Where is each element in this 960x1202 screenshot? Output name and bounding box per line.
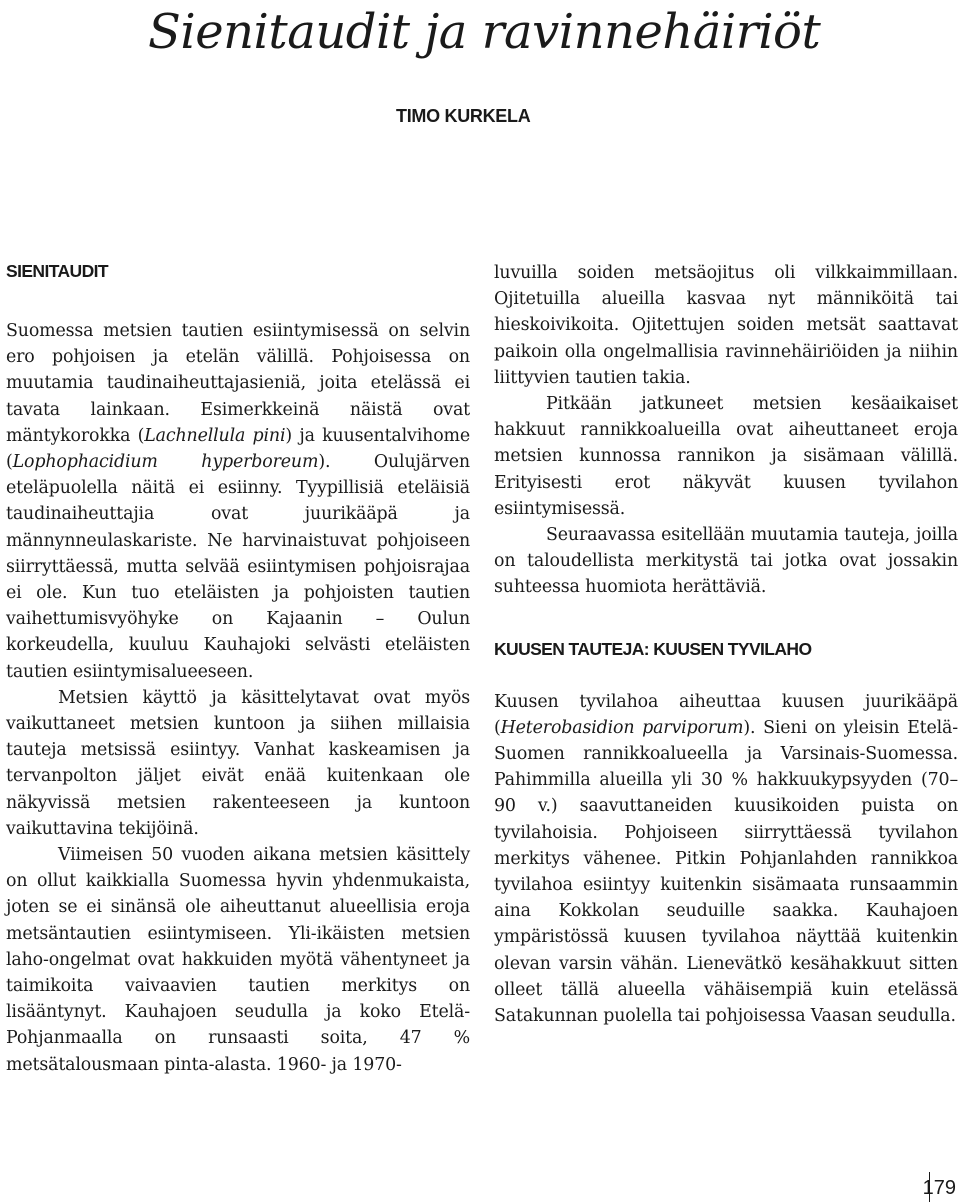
paragraph: Pitkään jatkuneet metsien kesäaikaiset hakkuut rannikkoalueilla ovat aiheuttaneet eroja metsien kunnossa rannikon ja sisämaan välillä. Erityisesti erot näkyvät kuusen tyvilahon esiintymisessä.	[494, 394, 958, 519]
paragraph	[6, 318, 470, 685]
author-name: TIMO KURKELA	[396, 106, 531, 126]
species-name: Heterobasidion parviporum	[500, 717, 744, 738]
article-title: Sienitaudit ja ravinnehäiriöt	[148, 4, 821, 60]
paragraph-text: ). Sieni on yleisin Etelä-Suomen rannikkoalueella ja Varsinais-Suomessa. Pahimmilla alueilla yli 30 % hakkuukypsyyden (70–90 v.) saavuttaneiden kuusikoiden puista on tyvilahoisia. Pohjoiseen siirryttäessä tyvilahon merkitys vähenee. Pitkin Pohjanlahden rannikkoa tyvilahoa esiintyy kuitenkin sisämaata runsaammin aina Kokkolan seuduille saakka. Kauhajoen ympäristössä kuusen tyvilahoa näyttää kuitenkin olevan varsin vähän. Lienevätkö kesähakkuut sitten olleet tällä alueella vähäisempiä kuin etelässä Satakunnan puolella tai pohjoisessa Vaasan seudulla.	[494, 717, 958, 1027]
paragraph: Metsien käyttö ja käsittelytavat ovat myös vaikuttaneet metsien kuntoon ja siihen millaisia tauteja metsissä esiintyy. Vanhat kaskeamisen ja tervanpolton jäljet eivät enää kuitenkaan ole näkyvissä metsien rakenteeseen ja kuntoon vaikuttavina tekijöinä.	[6, 687, 470, 839]
paragraph-text: ) ja kuusentalvihome (	[6, 425, 470, 473]
paragraph: Seuraavassa esitellään muutamia tauteja, joilla on taloudellista merkitystä tai jotka ovat jossakin suhteessa huomiota herättäviä.	[494, 525, 958, 598]
paragraph: luvuilla soiden metsäojitus oli vilkkaimmillaan. Ojitetuilla alueilla kasvaa nyt männiköitä tai hieskoivikoita. Ojitettujen soiden metsät saattavat paikoin olla ongelmallisia ravinnehäiriöiden ja niihin liittyvien tautien takia.	[494, 263, 958, 388]
page-number: 179	[922, 1177, 956, 1199]
paragraph-text: Suomessa metsien tautien esiintymisessä on selvin ero pohjoisen ja etelän välillä. Pohjoisessa on muutamia taudinaiheuttajasieniä, joita etelässä ei tavata lainkaan. Esimerkkeinä näistä ovat mäntykorokka (	[6, 321, 470, 446]
section-heading-kuusen-tyvilaho: KUUSEN TAUTEJA: KUUSEN TYVILAHO	[494, 638, 812, 659]
species-name: Lophophacidium hyperboreum	[12, 452, 319, 473]
right-column	[494, 260, 958, 1029]
paragraph	[494, 689, 958, 1030]
species-name: Lachnellula pini	[144, 425, 286, 446]
paragraph-text: ). Oulujärven eteläpuolella näitä ei esiinny. Tyypillisiä eteläisiä taudinaiheuttajia ovat juurikääpä ja männynneulaskariste. Ne harvinaistuvat pohjoiseen siirryttäessä, mutta selvää esiintymisen pohjoisrajaa ei ole. Kun tuo eteläisten ja pohjoisten tautien vaihettumisvyöhyke on Kajaanin – Oulun korkeudella, kuuluu Kauhajoki selvästi eteläisten tautien esiintymisalueeseen.	[6, 452, 470, 682]
section-heading-sienitaudit: SIENITAUDIT	[6, 261, 108, 281]
paragraph: Viimeisen 50 vuoden aikana metsien käsittely on ollut kaikkialla Suomessa hyvin yhdenmukaista, joten se ei sinänsä ole aiheuttanut alueellisia eroja metsäntautien esiintymiseen. Yli-ikäisten metsien laho-ongelmat ovat hakkuiden myötä vähentyneet ja taimikoita vaivaavien tautien merkitys on lisääntynyt. Kauhajoen seudulla ja koko Etelä-Pohjanmaalla on runsaasti soita, 47 % metsätalousmaan pinta-alasta. 1960- ja 1970-	[6, 845, 470, 1075]
left-column	[6, 258, 470, 1078]
paragraph-text: Kuusen tyvilahoa aiheuttaa kuusen juurikääpä (	[494, 691, 958, 738]
